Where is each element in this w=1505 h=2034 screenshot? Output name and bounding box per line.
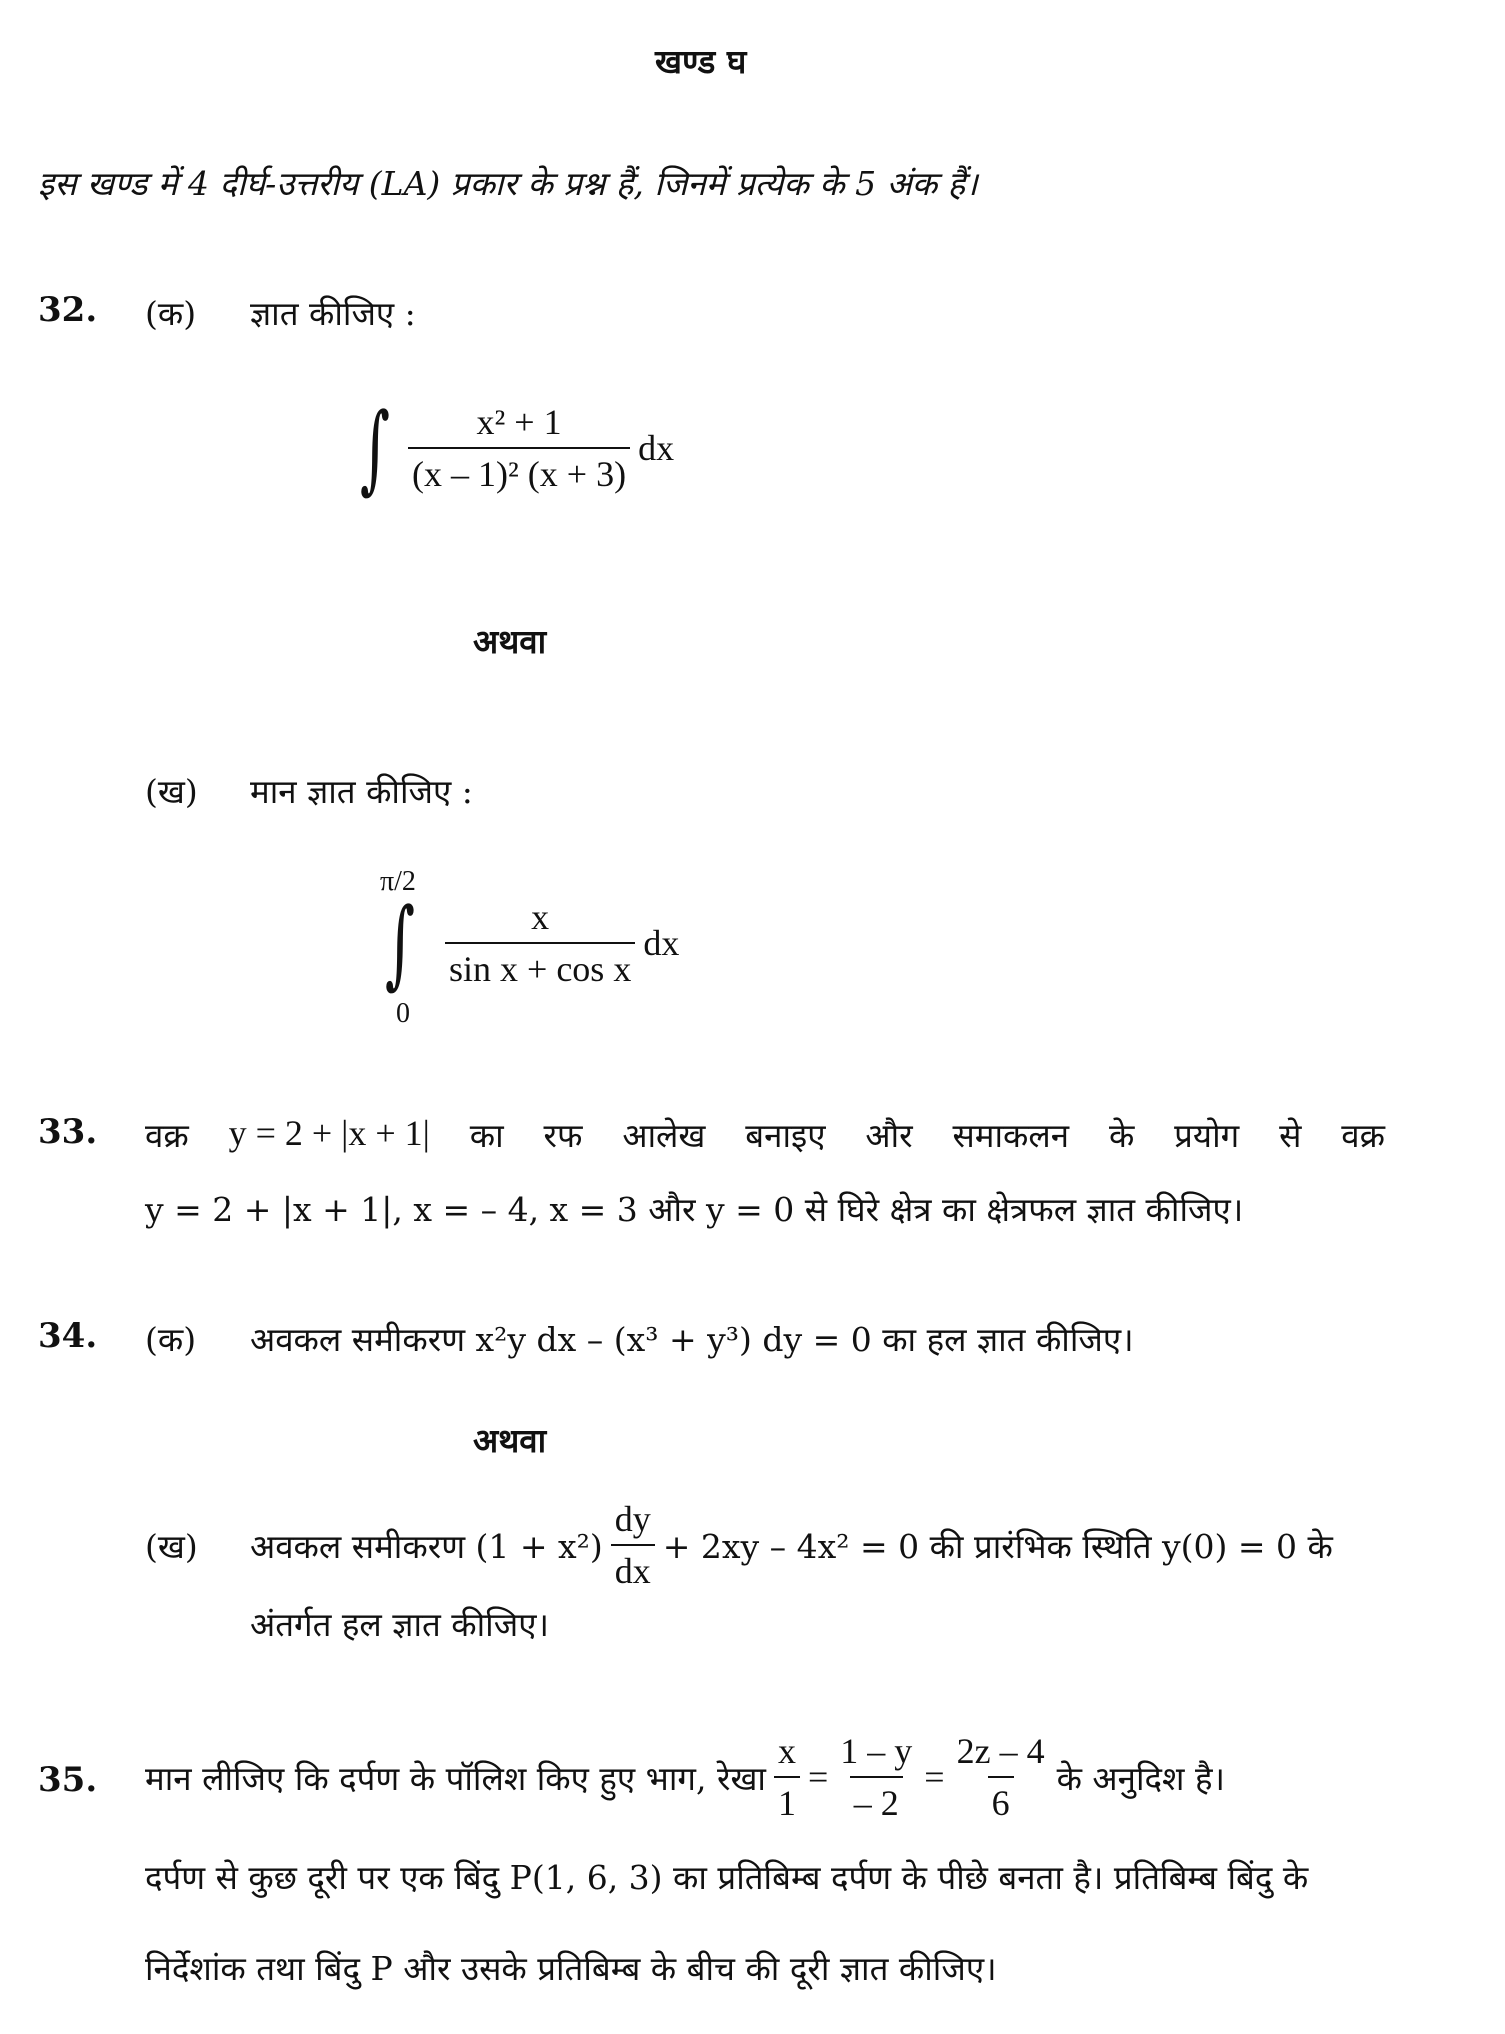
text: अवकल समीकरण (1 + x²) bbox=[250, 1526, 603, 1566]
word: के bbox=[1108, 1116, 1135, 1155]
integrand-numerator: x² + 1 bbox=[476, 402, 562, 442]
lower-limit: 0 bbox=[396, 998, 410, 1029]
q35-line-2: दर्पण से कुछ दूरी पर एक बिंदु P(1, 6, 3) का प्रतिबिम्ब दर्पण के पीछे बनता है। प्रतिबिम्ब बिंदु के bbox=[145, 1858, 1309, 1897]
word: का bbox=[469, 1116, 504, 1155]
word: वक्र bbox=[145, 1116, 189, 1155]
word: आलेख bbox=[622, 1116, 706, 1155]
q34-part-b-line-1 bbox=[250, 1498, 1333, 1592]
word: समाकलन bbox=[952, 1116, 1070, 1155]
equals-sign: = bbox=[924, 1757, 945, 1797]
question-number-33: 33. bbox=[38, 1112, 98, 1152]
fraction-denominator: – 2 bbox=[850, 1776, 903, 1824]
word: रफ bbox=[543, 1116, 583, 1155]
fraction-numerator: 1 – y bbox=[840, 1731, 913, 1771]
text: + 2xy – 4x² = 0 की प्रारंभिक स्थिति y(0) = 0 के bbox=[662, 1526, 1333, 1566]
q32-part-b-label: (ख) bbox=[145, 772, 198, 811]
or-divider: अथवा bbox=[473, 622, 547, 661]
fraction-numerator: 2z – 4 bbox=[956, 1731, 1045, 1771]
q34-part-a-text: अवकल समीकरण x²y dx – (x³ + y³) dy = 0 का हल ज्ञात कीजिए। bbox=[250, 1320, 1134, 1359]
q32-b-integral bbox=[375, 887, 680, 999]
q33-line-1 bbox=[145, 1112, 1385, 1157]
differential: dx bbox=[643, 923, 680, 963]
integral-sign-icon: ∫ bbox=[360, 392, 391, 504]
curve-equation: y = 2 + |x + 1| bbox=[228, 1113, 430, 1153]
word: से bbox=[1279, 1116, 1302, 1155]
or-divider: अथवा bbox=[473, 1421, 547, 1460]
question-number-34: 34. bbox=[38, 1316, 98, 1356]
q33-line-2: y = 2 + |x + 1|, x = – 4, x = 3 और y = 0 से घिरे क्षेत्र का क्षेत्रफल ज्ञात कीजिए। bbox=[145, 1190, 1244, 1229]
integral-sign-icon: ∫ bbox=[385, 887, 416, 999]
fraction-denominator: 6 bbox=[988, 1776, 1014, 1824]
q35-line-1 bbox=[145, 1730, 1225, 1824]
integrand-denominator: (x – 1)² (x + 3) bbox=[408, 447, 630, 495]
derivative-denominator: dx bbox=[611, 1544, 655, 1592]
q32-part-a-label: (क) bbox=[145, 294, 197, 333]
question-number-32: 32. bbox=[38, 290, 98, 330]
q32-part-a-text: ज्ञात कीजिए : bbox=[250, 294, 416, 333]
differential: dx bbox=[638, 428, 675, 468]
integrand-denominator: sin x + cos x bbox=[445, 942, 635, 990]
q35-line-3: निर्देशांक तथा बिंदु P और उसके प्रतिबिम्ब के बीच की दूरी ज्ञात कीजिए। bbox=[145, 1949, 997, 1988]
section-title: खण्ड घ bbox=[655, 42, 747, 81]
text: के अनुदिश है। bbox=[1056, 1758, 1225, 1798]
word: प्रयोग bbox=[1174, 1116, 1240, 1155]
word: वक्र bbox=[1341, 1116, 1385, 1155]
q34-part-a-label: (क) bbox=[145, 1320, 197, 1359]
q32-part-b-text: मान ज्ञात कीजिए : bbox=[250, 772, 473, 811]
derivative-numerator: dy bbox=[614, 1499, 651, 1539]
text: मान लीजिए कि दर्पण के पॉलिश किए हुए भाग, रेखा bbox=[145, 1758, 766, 1798]
q32-a-integral bbox=[350, 392, 675, 504]
word: और bbox=[865, 1116, 913, 1155]
section-intro: इस खण्ड में 4 दीर्घ-उत्तरीय (LA) प्रकार के प्रश्न हैं, जिनमें प्रत्येक के 5 अंक हैं। bbox=[38, 164, 978, 203]
question-number-35: 35. bbox=[38, 1760, 98, 1800]
fraction-denominator: 1 bbox=[774, 1776, 800, 1824]
equals-sign: = bbox=[807, 1757, 829, 1797]
fraction-numerator: x bbox=[777, 1731, 796, 1771]
q34-part-b-label: (ख) bbox=[145, 1527, 198, 1566]
word: बनाइए bbox=[745, 1116, 826, 1155]
q34-part-b-line-2: अंतर्गत हल ज्ञात कीजिए। bbox=[250, 1605, 549, 1644]
integrand-numerator: x bbox=[531, 897, 550, 937]
upper-limit: π/2 bbox=[380, 866, 416, 897]
